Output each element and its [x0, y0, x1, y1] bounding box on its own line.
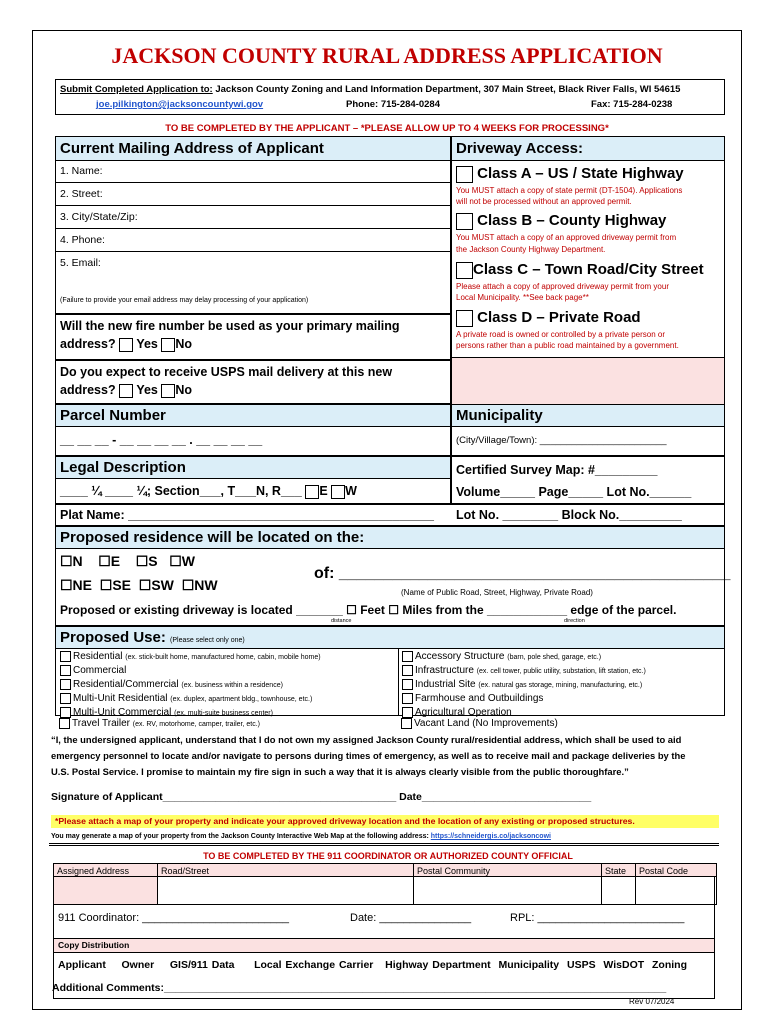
postal-code-cell[interactable] — [635, 876, 717, 905]
application-form — [32, 30, 742, 1010]
email-note: (Failure to provide your email address may delay processing of your application) — [60, 297, 309, 304]
use-label: Farmhouse and Outbuildings — [415, 693, 544, 705]
class-b-note: You MUST attach a copy of an approved driveway permit from — [456, 233, 677, 242]
class-a-note-2: will not be processed without an approved permit. — [456, 197, 632, 206]
use-checkbox[interactable] — [402, 679, 413, 690]
class-d-checkbox[interactable] — [456, 310, 473, 327]
applicant-note: TO BE COMPLETED BY THE APPLICANT – *PLEASE ALLOW UP TO 4 WEEKS FOR PROCESSING* — [165, 123, 609, 134]
dist-local-exchange: Local Exchange Carrier — [254, 959, 374, 971]
certified-survey-map-section — [451, 456, 725, 504]
use-checkbox[interactable] — [402, 707, 413, 718]
parcel-number-input[interactable]: __ __ __ - __ __ __ __ . __ __ __ __ — [60, 433, 263, 447]
use-example: (ex. multi-suite business center) — [174, 710, 273, 718]
use-example: (ex. duplex, apartment bldg., townhouse, etc.) — [170, 696, 313, 704]
name-field[interactable]: 1. Name: — [60, 165, 103, 177]
distribution-list — [58, 959, 687, 971]
driveway-blank-area — [452, 357, 724, 404]
use-header-text: Proposed Use: — [60, 629, 166, 646]
class-a-checkbox[interactable] — [456, 166, 473, 183]
submit-info-box — [55, 79, 725, 115]
assigned-address-cell[interactable] — [53, 876, 158, 905]
parcel-header: Parcel Number — [56, 405, 450, 427]
class-c-note: Please attach a copy of approved driveway permit from your — [456, 282, 669, 291]
usps-yes-checkbox[interactable] — [119, 384, 133, 398]
road-name-note: (Name of Public Road, Street, Highway, Private Road) — [401, 588, 593, 597]
dist-highway: Highway Department — [385, 959, 491, 971]
postal-community-header: Postal Community — [413, 863, 602, 877]
road-street-header: Road/Street — [157, 863, 414, 877]
use-label: Travel Trailer — [72, 718, 130, 730]
use-label: Agricultural Operation — [415, 707, 512, 719]
west-label: W — [345, 484, 357, 498]
use-example: (ex. natural gas storage, mining, manufacturing, etc.) — [478, 682, 643, 690]
road-street-cell[interactable] — [157, 876, 414, 905]
official-section — [53, 863, 715, 999]
use-checkbox[interactable] — [60, 707, 71, 718]
email-field[interactable]: 5. Email: — [60, 257, 101, 269]
use-industrial-site[interactable] — [402, 679, 642, 690]
map-generate-note — [51, 833, 551, 840]
legal-description-section — [55, 456, 451, 504]
legal-line-text: ____ ¼ ____ ¼; Section___, T___N, R___ — [60, 484, 302, 498]
fire-no-label: No — [175, 337, 193, 351]
copy-distribution-label: Copy Distribution — [58, 940, 130, 950]
direction-row-1[interactable] — [60, 553, 195, 570]
use-residential[interactable] — [60, 651, 321, 662]
distance-label: distance — [331, 618, 352, 624]
class-c-label: Class C – Town Road/City Street — [473, 261, 704, 278]
east-checkbox[interactable] — [305, 485, 319, 499]
usps-no-checkbox[interactable] — [161, 384, 175, 398]
submit-line — [60, 84, 680, 95]
use-checkbox[interactable] — [402, 651, 413, 662]
use-travel-trailer[interactable] — [59, 718, 260, 729]
west-checkbox[interactable] — [331, 485, 345, 499]
use-checkbox[interactable] — [60, 665, 71, 676]
driveway-distance-input[interactable]: Proposed or existing driveway is located _______ ☐ Feet ☐ Miles from the ____________ edge of the parcel. — [60, 603, 677, 617]
use-example: (barn, pole shed, garage, etc.) — [507, 654, 602, 662]
use-checkbox[interactable] — [60, 679, 71, 690]
use-checkbox[interactable] — [60, 651, 71, 662]
municipality-input[interactable]: (City/Village/Town): ________________________ — [456, 435, 667, 446]
legal-line[interactable] — [60, 484, 357, 499]
northeast-option[interactable]: ☐NE — [60, 577, 92, 593]
revision-label: Rev 07/2024 — [629, 997, 675, 1006]
submit-address: Jackson County Zoning and Land Information Department, 307 Main Street, Black River Falls, WI 54615 — [212, 84, 681, 95]
phone-field[interactable]: 4. Phone: — [60, 234, 105, 246]
use-example: (ex. stick-built home, manufactured home, cabin, mobile home) — [125, 654, 321, 662]
usps-question — [55, 360, 451, 404]
northwest-option[interactable]: ☐NW — [181, 577, 218, 593]
map-link[interactable]: https://schneidergis.co/jacksoncowi — [430, 833, 551, 840]
fire-address-label: address? — [60, 337, 116, 351]
west-option[interactable]: ☐W — [169, 553, 196, 569]
plat-lot-block-input[interactable]: Lot No. ________ Block No._________ — [456, 508, 682, 522]
class-b-note-2: the Jackson County Highway Department. — [456, 245, 606, 254]
use-header — [56, 627, 724, 649]
east-option[interactable]: ☐E — [98, 553, 121, 569]
use-example: (ex. business within a residence) — [181, 682, 283, 690]
additional-comments-input[interactable]: Additional Comments:______________________________________________________________________________________ — [52, 982, 667, 994]
usps-address-label: address? — [60, 383, 116, 397]
class-d-note: A private road is owned or controlled by a private person or — [456, 330, 666, 339]
dist-usps: USPS — [566, 959, 596, 971]
southwest-option[interactable]: ☐SW — [138, 577, 174, 593]
road-name-input[interactable]: of: ____________________________________________ — [314, 565, 731, 582]
usps-yes-label: Yes — [136, 383, 158, 397]
legal-header: Legal Description — [56, 457, 450, 479]
dist-wisdot: WisDOT — [603, 959, 645, 971]
fire-answer-row — [60, 337, 192, 352]
use-checkbox[interactable] — [402, 693, 413, 704]
state-cell[interactable] — [601, 876, 636, 905]
rpl-input[interactable]: RPL: ________________________ — [510, 912, 685, 924]
class-d-option[interactable] — [456, 309, 641, 327]
use-example: (ex. cell tower, public utility, substation, lift station, etc.) — [476, 668, 646, 676]
fire-question-text: Will the new fire number be used as your primary mailing — [60, 319, 400, 333]
street-field[interactable]: 2. Street: — [60, 188, 103, 200]
csm-number-input[interactable]: Certified Survey Map: #_________ — [456, 463, 658, 477]
coordinator-input[interactable]: 911 Coordinator: ________________________ — [58, 912, 290, 924]
usps-question-text: Do you expect to receive USPS mail delivery at this new — [60, 365, 393, 379]
email-link[interactable]: joe.pilkington@jacksoncountywi.gov — [96, 99, 264, 110]
use-label: Vacant Land (No Improvements) — [414, 718, 558, 730]
class-a-option[interactable] — [456, 165, 684, 183]
mailing-address-section — [55, 136, 451, 314]
driveway-access-section — [451, 136, 725, 404]
class-b-checkbox[interactable] — [456, 213, 473, 230]
postal-code-header: Postal Code — [635, 863, 717, 877]
use-checkbox[interactable] — [60, 693, 71, 704]
dist-applicant: Applicant — [58, 959, 106, 971]
southeast-option[interactable]: ☐SE — [99, 577, 132, 593]
dist-owner: Owner — [121, 959, 155, 971]
dept-fax: Fax: 715-284-0238 — [591, 99, 673, 110]
dept-phone: Phone: 715-284-0284 — [346, 99, 440, 110]
use-label: Multi-Unit Residential — [73, 693, 168, 705]
class-d-label: Class D – Private Road — [477, 309, 641, 326]
north-option[interactable]: ☐N — [60, 553, 83, 569]
map-note: *Please attach a map of your property and indicate your approved driveway location and the location of any existing or proposed structures. — [55, 816, 635, 826]
csm-volume-page-lot[interactable]: Volume_____ Page_____ Lot No.______ — [456, 485, 692, 499]
municipality-section — [451, 404, 725, 456]
city-state-zip-field[interactable]: 3. City/State/Zip: — [60, 211, 138, 223]
fire-yes-label: Yes — [136, 337, 158, 351]
use-commercial[interactable] — [60, 665, 126, 676]
direction-row-2[interactable] — [60, 577, 218, 594]
use-agricultural[interactable] — [402, 707, 512, 718]
use-label: Industrial Site — [415, 679, 476, 691]
use-label: Multi-Unit Commercial — [73, 707, 172, 719]
use-header-note: (Please select only one) — [170, 637, 245, 644]
assigned-address-header: Assigned Address — [53, 863, 158, 877]
use-label: Infrastructure — [415, 665, 474, 677]
class-a-note: You MUST attach a copy of state permit (DT-1504). Applications — [456, 186, 683, 195]
driveway-header: Driveway Access: — [452, 137, 724, 161]
use-multi-unit-residential[interactable] — [60, 693, 312, 704]
south-option[interactable]: ☐S — [135, 553, 158, 569]
postal-community-cell[interactable] — [413, 876, 602, 905]
fire-number-question — [55, 314, 451, 360]
proposed-header: Proposed residence will be located on the: — [56, 527, 724, 549]
use-residential-commercial[interactable] — [60, 679, 283, 690]
use-multi-unit-commercial[interactable] — [60, 707, 273, 718]
proposed-use-section — [55, 626, 725, 719]
plat-name-input[interactable]: Plat Name: ____________________________________________ — [60, 508, 434, 522]
class-d-note-2: persons rather than a public road maintained by a government. — [456, 341, 679, 350]
use-label: Residential/Commercial — [73, 679, 179, 691]
parcel-number-section — [55, 404, 451, 456]
usps-answer-row — [60, 383, 192, 398]
official-date-input[interactable]: Date: _______________ — [350, 912, 472, 924]
use-label: Accessory Structure — [415, 651, 505, 663]
direction-label: direction — [564, 618, 585, 624]
east-label: E — [319, 484, 328, 498]
copy-distribution-bar — [54, 938, 714, 953]
form-title: JACKSON COUNTY RURAL ADDRESS APPLICATION — [111, 43, 663, 68]
dist-zoning: Zoning — [652, 959, 688, 971]
map-gen-text: You may generate a map of your property from the Jackson County Interactive Web Map at the following address: — [51, 833, 429, 840]
proposed-residence-section — [55, 526, 731, 626]
mailing-header: Current Mailing Address of Applicant — [56, 137, 450, 161]
use-label: Commercial — [73, 665, 127, 677]
use-infrastructure[interactable] — [402, 665, 646, 676]
usps-no-label: No — [175, 383, 193, 397]
dist-gis: GIS/911 Data — [169, 959, 235, 971]
plat-row — [55, 504, 725, 526]
use-label: Residential — [73, 651, 123, 663]
use-checkbox[interactable] — [59, 718, 70, 729]
fire-no-checkbox[interactable] — [161, 338, 175, 352]
class-a-label: Class A – US / State Highway — [477, 165, 684, 182]
use-checkbox[interactable] — [401, 718, 412, 729]
class-c-option[interactable] — [456, 261, 704, 279]
official-header: TO BE COMPLETED BY THE 911 COORDINATOR OR AUTHORIZED COUNTY OFFICIAL — [203, 851, 573, 861]
submit-label: Submit Completed Application to: — [60, 84, 213, 95]
use-vacant-land[interactable] — [401, 718, 558, 729]
fire-yes-checkbox[interactable] — [119, 338, 133, 352]
use-accessory-structure[interactable] — [402, 651, 601, 662]
state-header: State — [601, 863, 636, 877]
class-b-option[interactable] — [456, 212, 666, 230]
class-c-checkbox[interactable] — [456, 262, 473, 279]
class-b-label: Class B – County Highway — [477, 212, 667, 229]
statement-line-1: “I, the undersigned applicant, understand that I do not own my assigned Jackson County rural/residential address, which shall be used to aid — [51, 734, 682, 745]
municipality-header: Municipality — [452, 405, 724, 427]
class-c-note-2: Local Municipality. **See back page** — [456, 293, 589, 302]
signature-date-line[interactable]: Signature of Applicant________________________________________ Date_____________________________ — [51, 791, 592, 803]
use-example: (ex. RV, motorhome, camper, trailer, etc.) — [132, 721, 260, 729]
use-farmhouse[interactable] — [402, 693, 543, 704]
statement-line-3: U.S. Postal Service. I promise to maintain my fire sign in such a way that it is always clearly visible from the public thoroughfare.” — [51, 766, 629, 777]
dist-municipality: Municipality — [498, 959, 560, 971]
use-checkbox[interactable] — [402, 665, 413, 676]
statement-line-2: emergency personnel to locate and/or navigate to persons during times of emergency, as well as to receive mail and package deliveries by the — [51, 750, 686, 761]
